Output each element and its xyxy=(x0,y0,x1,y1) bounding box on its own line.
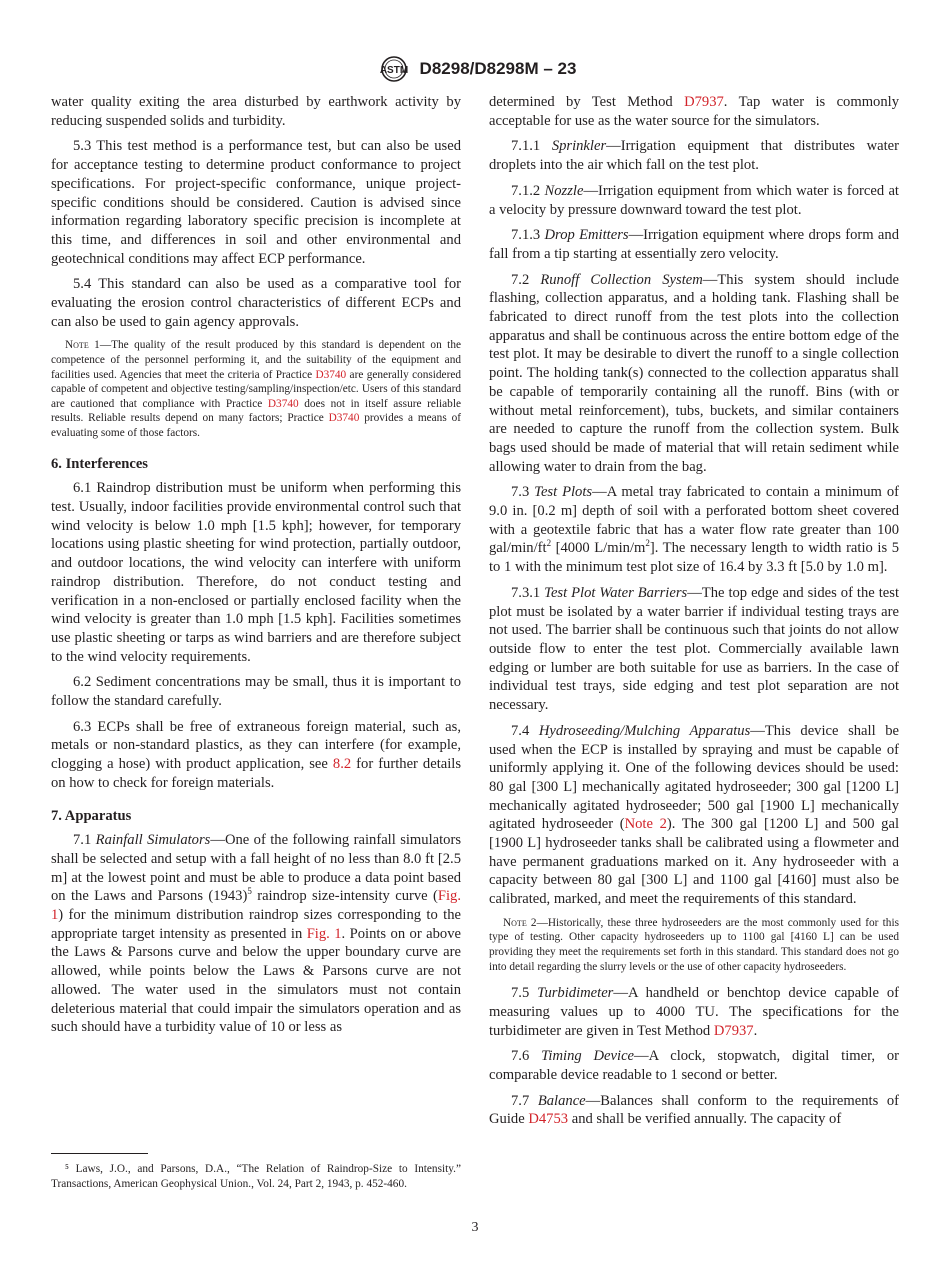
paragraph-7-5: 7.5 Turbidimeter—A handheld or benchtop device capable of measuring values up to 4000 TU. The specifications for the turbidimeter are given in Test Method D7937. xyxy=(489,985,899,1039)
paragraph-7-2: 7.2 Runoff Collection System—This system should include flashing, collection apparatus, and a holding tank. Flashing shall be fabricated to direct runoff from the test plots into the collection apparatus and shall be continuous across the entire bottom edge of the test plot. It may be desirable to divert the runoff to a single collection point. The holding tank(s) connected to the collection apparatus shall be capable of temporarily containing all the runoff. Bins (with or without metal reinforcement), tubs, buckets, and similar containers are needed to capture the runoff from the collection system. Bulk bags used should be made of material that will retain sediment while allowing water to drain from the bag. xyxy=(489,271,899,475)
paragraph-5-4: 5.4 This standard can also be used as a comparative tool for evaluating the erosion control characteristics of different ECPs and can also be used to gain agency approvals. xyxy=(51,276,461,330)
footnote-divider xyxy=(51,1153,148,1154)
link-d4753[interactable]: D4753 xyxy=(528,1111,569,1128)
paragraph-6-3: 6.3 ECPs shall be free of extraneous foreign material, such as, metals or non-standard plastics, as they can interfere (for example, clogging a hose) with product application, see 8.2 for further details on how to check for foreign materials. xyxy=(51,718,462,791)
link-fig-1[interactable]: Fig. 1 xyxy=(51,888,461,924)
paragraph-7-3-1: 7.3.1 Test Plot Water Barriers—The top edge and sides of the test plot must be isolated by a water barrier if individual testing trays are not used. The barrier shall be continuous such that joints do not allow outside flow to enter the test plot. Commercially available lawn edging or lumber are both suitable for use as barriers. In the case of individual test trays, side edging and test plot separation are not necessary. xyxy=(489,584,899,714)
link-d7937[interactable]: D7937 xyxy=(684,94,724,110)
paragraph-6-1: 6.1 Raindrop distribution must be uniform when performing this test. Usually, indoor facilities provide environmental control such that wind velocity is below 1.0 mph [1.5 kph]; however, for temporary locations using plastic sheeting for wind protection, partially outdoor, and outdoor locations, the wind velocity can interfere with uniform raindrop distribution. Therefore, do not conduct testing and verification in a non-enclosed or partially enclosed facility when the wind velocity is greater than 1.0 mph [1.5 kph]. Facilities sometimes use plastic sheeting or tarps as wind barriers and are therefore subject to the wind velocity requirements. xyxy=(51,480,461,665)
paragraph-continued: water quality exiting the area disturbed by earthwork activity by reducing suspended solids and turbidity. xyxy=(51,94,461,129)
paragraph-7-1-1: 7.1.1 Sprinkler—Irrigation equipment that distributes water droplets into the air which fall on the test plot. xyxy=(489,138,900,174)
paragraph-7-1: 7.1 Rainfall Simulators—One of the following rainfall simulators shall be selected and setup with a fall height of no less than 8.0 ft [2.5 m] at the lowest point and must be able to produce a data point based on the Laws and Parsons $(1943)^5$ raindrop size-intensity curve (Fig. 1) for the minimum distribution raindrop sizes corresponding to the appropriate target intensity as presented in Fig. 1. Points on or above the Laws & Parsons curve and below the upper boundary curve are allowed, while points below the Laws & Parsons curve are not allowed. The water used in the simulators must not contain deleterious material that could impair the simulators operation and as such should have a turbidity value of 10 or less as xyxy=(51,832,461,1036)
paragraph-7-1-3: 7.1.3 Drop Emitters—Irrigation equipment where drops form and fall from a tip starting at essentially zero velocity. xyxy=(489,227,899,262)
page-number: 3 xyxy=(471,1220,479,1235)
paragraph-7-6: 7.6 Timing Device—A clock, stopwatch, digital timer, or comparable device readable to 1 second or better. xyxy=(489,1048,900,1084)
document-designation: D8298/D8298M – 23 xyxy=(419,59,577,78)
link-note-2[interactable]: Note 2 xyxy=(624,816,667,833)
paragraph-7-4: 7.4 Hydroseeding/Mulching Apparatus—This device shall be used when the ECP is installed by spraying and must be capable of uniformly applying it. One of the following devices should be used: 80 gal [300 L] mechanically agitated hydroseeder; 300 gal [1200 L] mechanically agitated hydroseeder; 500 gal [1900 L] mechanically agitated hydroseeder (Note 2). The 300 gal [1200 L] and 500 gal [1900 L] hydroseeder tanks shall be calibrated using a flowmeter and have permanent graduations marked on it. Any hydroseeder with a capacity between 80 gal [300 L] and 1100 gal [4160] must also be calibrated, marked, and meet the requirements of this standard. xyxy=(489,722,899,908)
paragraph-7-7: 7.7 Balance—Balances shall conform to the requirements of Guide D4753 and shall be verified annually. The capacity of xyxy=(489,1092,900,1128)
paragraph-7-1-2: 7.1.2 Nozzle—Irrigation equipment from which water is forced at a velocity by pressure downward toward the test plot. xyxy=(489,182,899,218)
page-header xyxy=(0,56,950,82)
footnote-5: ⁵ Laws, J.O., and Parsons, D.A., “The Relation of Raindrop-Size to Intensity.” Transactions, American Geophysical Union., Vol. 24, Part 2, 1943, p. 452-460. xyxy=(51,1163,461,1190)
note-1-label: Note 1 xyxy=(65,339,100,352)
section-7-heading: 7. Apparatus xyxy=(51,807,132,824)
footnote-marker[interactable]: 5 xyxy=(247,886,252,897)
astm-logo-icon xyxy=(374,56,414,82)
svg-text:ASTM: ASTM xyxy=(379,65,408,76)
paragraph-6-2: 6.2 Sediment concentrations may be small, thus it is important to follow the standard carefully. xyxy=(51,674,461,710)
note-2-label: Note 2 xyxy=(503,916,537,929)
paragraph-continued: determined by Test Method D7937. Tap water is commonly acceptable for use as the water source for the simulators. xyxy=(489,94,899,129)
paragraph-5-3: 5.3 This test method is a performance test, but can also be used for acceptance testing to determine product conformance to project specifications. For project-specific conformance, unique project-specific conditions should be considered. Caution is advised since information regarding laboratory specific precision is incomplete at this time, and differences in soil and other environmental and geotechnical conditions may affect ECP performance. xyxy=(51,138,461,267)
link-d3740[interactable]: D3740 xyxy=(328,412,360,425)
note-2: Note 2—Historically, these three hydroseeders are the most commonly used for this type of testing. Other capacity hydroseeders up to 1100 gal [4160 L] can be used providing they meet the requirements set forth in this standard. This standard does not go into detail regarding the slurry levels or the use of other capacity hydroseeders. xyxy=(489,916,899,973)
link-d3740[interactable]: D3740 xyxy=(267,397,299,410)
link-d7937[interactable]: D7937 xyxy=(713,1022,754,1039)
right-column xyxy=(489,93,899,1136)
link-d3740[interactable]: D3740 xyxy=(315,368,347,381)
link-fig-1[interactable]: Fig. 1 xyxy=(306,925,342,942)
paragraph-7-3: 7.3 Test Plots—A metal tray fabricated to contain a minimum of 9.0 in. [0.2 m] depth of soil with a perforated bottom sheet covered with a geotextile fabric that has a water flow rate greater than 100 gal/$\min/ft^2$ [4000 $L/\min/m^2$]. The necessary length to width ratio is 5 to 1 with the minimum test plot size of 16.4 by 3.3 ft [5.0 by 1.0 m]. xyxy=(489,484,899,576)
note-1: Note 1—The quality of the result produced by this standard is dependent on the competence of the personnel performing it, and the suitability of the equipment and facilities used. Agencies that meet the criteria of Practice D3740 are generally considered capable of competent and objective testing/sampling/inspection/etc. Users of this standard are cautioned that compliance with Practice D3740 does not in itself assure reliable results. Reliable results depend on many factors; Practice D3740 provides a means of evaluating some of those factors. xyxy=(51,339,461,439)
section-6-heading: 6. Interferences xyxy=(51,455,148,472)
link-section-8-2[interactable]: 8.2 xyxy=(332,756,352,773)
left-column xyxy=(51,93,461,1044)
